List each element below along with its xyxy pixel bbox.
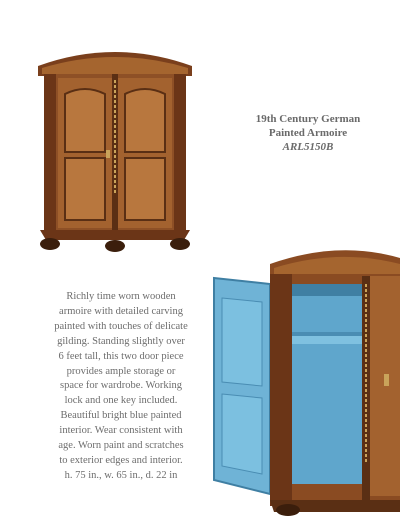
product-title-block — [246, 112, 370, 154]
description-line: lock and one key included. — [64, 395, 178, 407]
product-title-line-2: Painted Armoire — [268, 127, 348, 139]
product-description — [44, 290, 198, 484]
description-line: interior. Wear consistent with — [59, 425, 183, 437]
description-line: space for wardrobe. Working — [59, 380, 182, 392]
product-title-line-1: 19th Century German — [255, 113, 361, 125]
description-line: to exterior edges and interior. — [59, 454, 183, 466]
description-line: 6 feet tall, this two door piece — [58, 350, 184, 362]
description-line: painted with touches of delicate — [54, 320, 188, 332]
dimensions-line: h. 75 in., w. 65 in., d. 22 in — [64, 469, 178, 481]
description-line: provides ample storage or — [66, 365, 176, 377]
description-line: Richly time worn wooden — [66, 291, 176, 302]
description-line: gilding. Standing slightly over — [57, 335, 185, 347]
description-line: Beautiful bright blue painted — [60, 410, 182, 422]
product-sku: ARL5150B — [282, 141, 334, 153]
armoire-closed-photo — [34, 44, 196, 252]
description-line: age. Worn paint and scratches — [58, 440, 184, 452]
armoire-open-photo — [208, 244, 400, 516]
description-line: armoire with detailed carving — [59, 305, 183, 317]
